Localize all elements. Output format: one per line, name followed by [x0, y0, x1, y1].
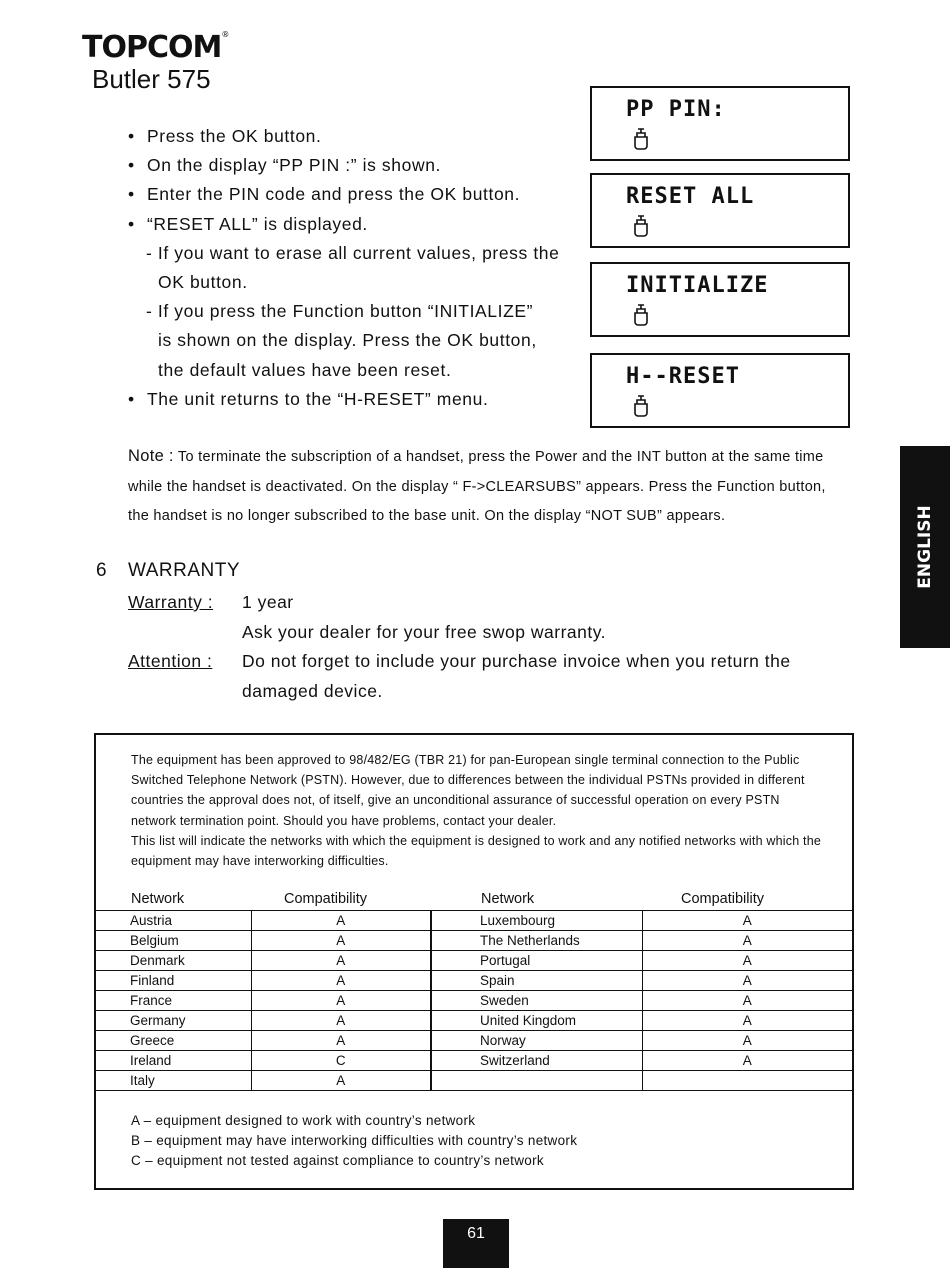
lcd-text: H--RESET	[626, 364, 740, 389]
column-header-network-2: Network	[481, 891, 535, 907]
column-header-compatibility: Compatibility	[284, 891, 367, 907]
list-item: • “RESET ALL” is displayed.	[128, 210, 578, 239]
compatibility-cell: A	[642, 1031, 852, 1051]
table-row	[96, 951, 852, 971]
handset-icon	[632, 304, 650, 326]
lcd-text: INITIALIZE	[626, 273, 769, 298]
network-cell: Norway	[431, 1031, 642, 1051]
column-header-network: Network	[131, 891, 185, 907]
legend-a: A – equipment designed to work with country’s network	[131, 1113, 476, 1128]
compatibility-table	[96, 910, 852, 1091]
compatibility-cell: C	[251, 1051, 431, 1071]
attention-value-2: damaged device.	[242, 680, 383, 701]
approval-text-2: This list will indicate the networks with which the equipment is designed to work and any notified networks with which the equipment may have interworking difficulties.	[131, 833, 822, 869]
compatibility-cell: A	[642, 951, 852, 971]
compatibility-cell: A	[251, 991, 431, 1011]
warranty-label: Warranty :	[128, 592, 214, 612]
lcd-display	[590, 262, 850, 337]
lcd-display	[590, 353, 850, 428]
table-row	[96, 931, 852, 951]
list-subitem: - If you press the Function button “INITIALIZE”	[146, 301, 534, 322]
network-cell: Portugal	[431, 951, 642, 971]
approval-text: The equipment has been approved to 98/482/EG (TBR 21) for pan-European single terminal connection to the Public Switched Telephone Network (PSTN). However, due to differences between the individual PSTNs provided in different countries the approval does not, of itself, give an unconditional assurance of successful operation on every PSTN network termination point. Should you have problems, contact your dealer.	[131, 753, 805, 828]
table-row	[96, 1071, 852, 1091]
compatibility-cell: A	[251, 951, 431, 971]
note-label: Note :	[128, 447, 174, 465]
compatibility-cell: A	[642, 1011, 852, 1031]
handset-icon	[632, 128, 650, 150]
compatibility-cell: A	[251, 911, 431, 931]
warranty-block	[128, 588, 828, 706]
lcd-display	[590, 86, 850, 161]
attention-label: Attention :	[128, 651, 213, 671]
network-cell: Ireland	[96, 1051, 251, 1071]
lcd-display	[590, 173, 850, 248]
network-cell: Germany	[96, 1011, 251, 1031]
table-row	[96, 1051, 852, 1071]
compatibility-cell: A	[251, 1071, 431, 1091]
language-tab	[900, 446, 950, 648]
compatibility-cell: A	[642, 911, 852, 931]
network-cell: United Kingdom	[431, 1011, 642, 1031]
list-subitem: - If you want to erase all current values, press the	[146, 242, 560, 263]
language-label: ENGLISH	[915, 505, 935, 589]
compatibility-cell: A	[251, 1031, 431, 1051]
compatibility-cell: A	[251, 971, 431, 991]
list-item: • On the display “PP PIN :” is shown.	[128, 151, 578, 180]
network-cell: Finland	[96, 971, 251, 991]
compatibility-cell: A	[251, 1011, 431, 1031]
compatibility-cell: A	[642, 1051, 852, 1071]
table-row	[96, 911, 852, 931]
network-cell	[431, 1071, 642, 1091]
column-header-compatibility-2: Compatibility	[681, 891, 764, 907]
approval-intro	[131, 750, 821, 871]
table-row	[96, 991, 852, 1011]
warranty-value: 1 year	[242, 592, 294, 612]
table-row	[96, 1031, 852, 1051]
network-cell: Denmark	[96, 951, 251, 971]
lcd-text: PP PIN:	[626, 97, 726, 122]
table-row	[96, 971, 852, 991]
compatibility-cell: A	[251, 931, 431, 951]
list-subitem: is shown on the display. Press the OK button,	[158, 330, 537, 351]
list-item: • Press the OK button.	[128, 122, 578, 151]
network-cell: France	[96, 991, 251, 1011]
list-item: • The unit returns to the “H-RESET” menu.	[128, 385, 578, 414]
network-cell: Luxembourg	[431, 911, 642, 931]
instruction-list	[128, 122, 578, 414]
network-cell: Austria	[96, 911, 251, 931]
table-row	[96, 1011, 852, 1031]
handset-icon	[632, 215, 650, 237]
model-name: Butler 575	[92, 64, 211, 94]
network-cell: Greece	[96, 1031, 251, 1051]
compatibility-cell	[642, 1071, 852, 1091]
compatibility-cell: A	[642, 931, 852, 951]
network-cell: Belgium	[96, 931, 251, 951]
list-subitem: the default values have been reset.	[158, 359, 452, 380]
compatibility-cell: A	[642, 971, 852, 991]
lcd-text: RESET ALL	[626, 184, 755, 209]
topcom-logo: TOPCOM®	[82, 30, 229, 65]
page-number: 61	[443, 1219, 509, 1268]
network-cell: Sweden	[431, 991, 642, 1011]
compatibility-cell: A	[642, 991, 852, 1011]
network-cell: Switzerland	[431, 1051, 642, 1071]
network-cell: Italy	[96, 1071, 251, 1091]
attention-value: Do not forget to include your purchase invoice when you return the	[242, 651, 791, 671]
legend	[131, 1111, 577, 1172]
list-item: • Enter the PIN code and press the OK button.	[128, 180, 578, 209]
list-subitem: OK button.	[158, 272, 248, 293]
network-cell: Spain	[431, 971, 642, 991]
legend-b: B – equipment may have interworking difficulties with country’s network	[131, 1133, 578, 1149]
note-paragraph	[128, 442, 848, 532]
approval-box	[94, 733, 854, 1190]
section-title: WARRANTY	[128, 560, 241, 581]
network-cell: The Netherlands	[431, 931, 642, 951]
handset-icon	[632, 395, 650, 417]
note-text: To terminate the subscription of a handset, press the Power and the INT button at the same time while the handset is deactivated. On the display “ F->CLEARSUBS” appears. Press the Function button, the handset is no longer subscribed to the base unit. On the display “NOT SUB” appears.	[128, 449, 826, 524]
section-number: 6	[96, 560, 107, 581]
warranty-value-2: Ask your dealer for your free swop warranty.	[242, 621, 607, 642]
legend-c: C – equipment not tested against compliance to country’s network	[131, 1153, 544, 1169]
